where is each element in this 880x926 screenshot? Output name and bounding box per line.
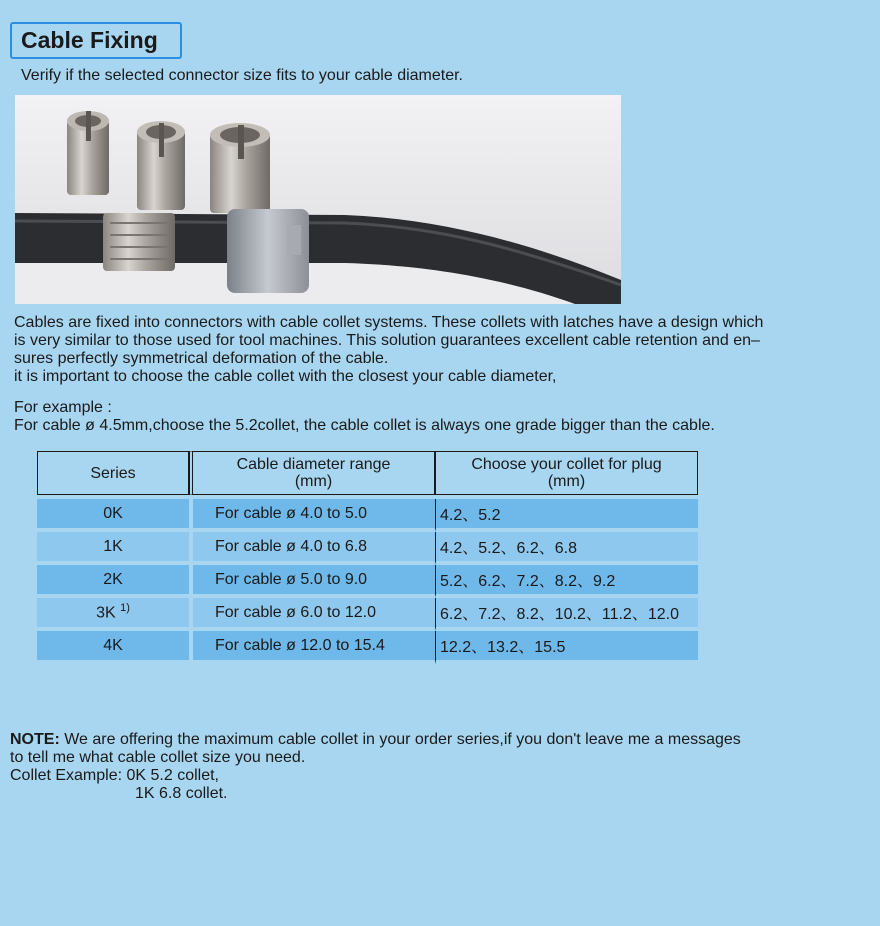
series-cell	[37, 532, 189, 565]
series-cell	[37, 565, 189, 598]
header-range-line2: (mm)	[294, 473, 333, 490]
note-line3: Collet Example: 0K 5.2 collet,	[10, 767, 219, 784]
description-line: is very similar to those used for tool machines. This solution guarantees excellent cable retention and en–	[14, 332, 760, 349]
series-value: 3K	[96, 604, 116, 622]
collet-table	[37, 451, 698, 664]
range-cell: For cable ø 6.0 to 12.0	[189, 598, 435, 631]
note-line2: to tell me what cable collet size you need.	[10, 749, 306, 766]
range-cell: For cable ø 4.0 to 6.8	[189, 532, 435, 565]
note-block	[10, 731, 870, 803]
product-photo	[15, 95, 621, 304]
collets-cell: 5.2、6.2、7.2、8.2、9.2	[435, 565, 698, 598]
series-value: 1K	[103, 537, 123, 555]
note-label: NOTE:	[10, 731, 60, 748]
table-row	[37, 598, 698, 631]
table-row	[37, 532, 698, 565]
example-text: For cable ø 4.5mm,choose the 5.2collet, the cable collet is always one grade bigger than the cable.	[14, 417, 715, 434]
series-value: 0K	[103, 504, 123, 522]
cable-collet-illustration	[15, 95, 621, 304]
note-line4: 1K 6.8 collet.	[135, 785, 228, 802]
example-heading: For example :	[14, 399, 112, 416]
header-range-line1: Cable diameter range	[236, 456, 391, 473]
header-collet-line2: (mm)	[547, 473, 586, 490]
series-cell	[37, 631, 189, 664]
series-value: 2K	[103, 570, 123, 588]
description-line: it is important to choose the cable collet with the closest your cable diameter,	[14, 368, 557, 385]
range-cell: For cable ø 4.0 to 5.0	[189, 499, 435, 532]
table-row	[37, 631, 698, 664]
header-collet-line1: Choose your collet for plug	[471, 456, 662, 473]
table-row	[37, 565, 698, 598]
series-cell	[37, 499, 189, 532]
collets-cell: 4.2、5.2	[435, 499, 698, 532]
table-row	[37, 499, 698, 532]
description	[14, 314, 864, 386]
collets-cell: 12.2、13.2、15.5	[435, 631, 698, 664]
description-line: sures perfectly symmetrical deformation of the cable.	[14, 350, 389, 367]
table-header-row	[37, 451, 698, 495]
collets-cell: 6.2、7.2、8.2、10.2、11.2、12.0	[435, 598, 698, 631]
series-value: 4K	[103, 636, 123, 654]
description-line: Cables are fixed into connectors with cable collet systems. These collets with latches have a design which	[14, 314, 764, 331]
header-collet	[435, 451, 698, 495]
section-title	[10, 22, 182, 59]
footnote-marker: 1)	[120, 602, 130, 615]
collets-cell: 4.2、5.2、6.2、6.8	[435, 532, 698, 565]
example-block	[14, 399, 864, 435]
section-title-text: Cable Fixing	[21, 27, 158, 53]
note-line1: We are offering the maximum cable collet in your order series,if you don't leave me a messages	[59, 731, 741, 748]
series-cell	[37, 598, 189, 631]
section-subtitle: Verify if the selected connector size fits to your cable diameter.	[21, 67, 463, 84]
range-cell: For cable ø 12.0 to 15.4	[189, 631, 435, 664]
header-series: Series	[37, 451, 189, 495]
header-range	[189, 451, 435, 495]
range-cell: For cable ø 5.0 to 9.0	[189, 565, 435, 598]
